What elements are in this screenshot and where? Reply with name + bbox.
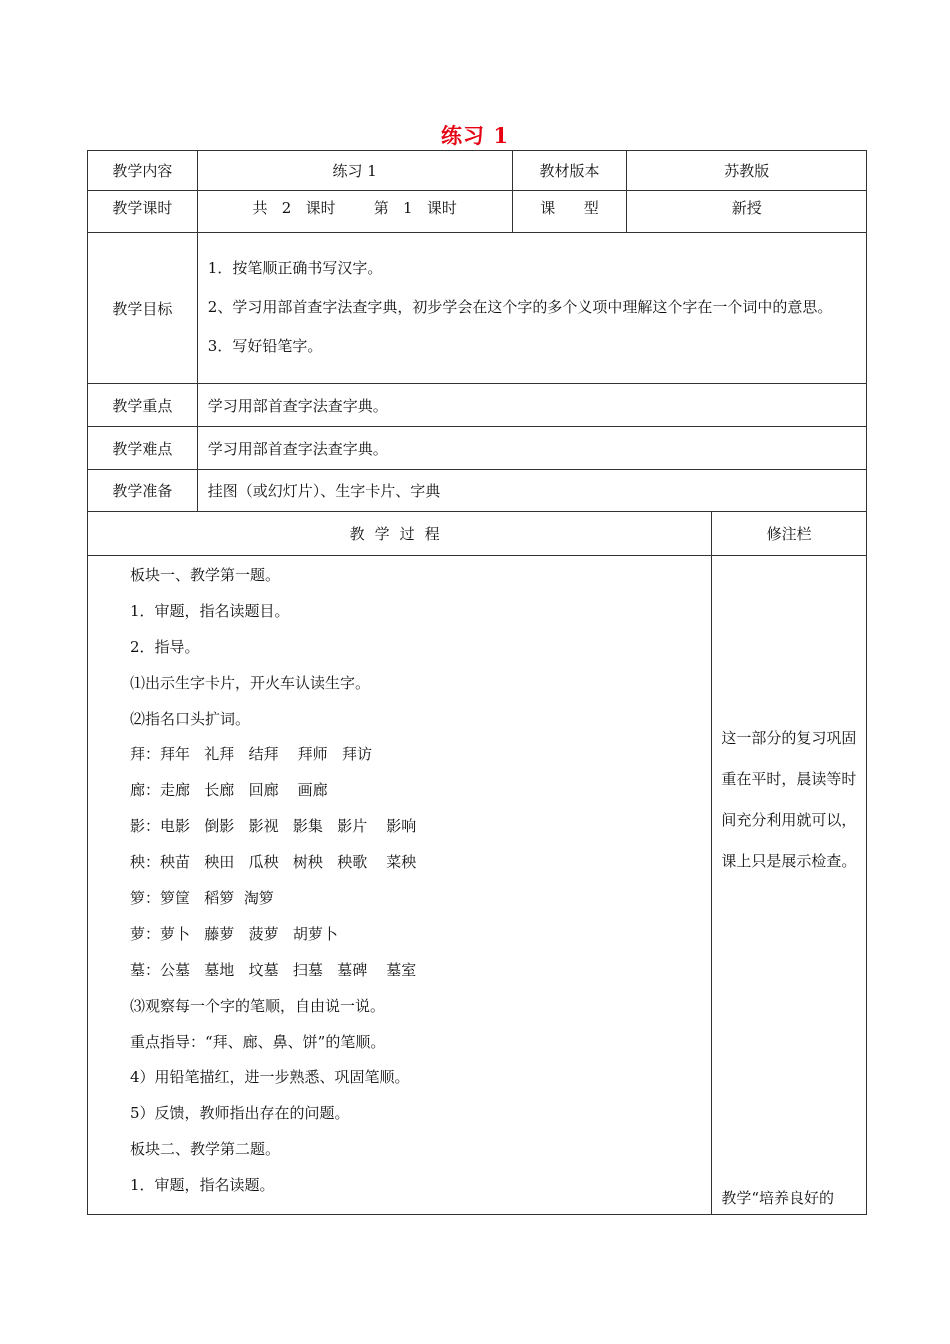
process-line: 秧：秧苗 秧田 瓜秧 树秧 秧歌 菜秧 — [130, 853, 417, 872]
note-review: 这一部分的复习巩固重在平时，晨读等时间充分利用就可以，课上只是展示检查。 — [721, 729, 857, 870]
info-row-objectives — [88, 233, 867, 384]
info-table — [87, 150, 867, 512]
process-line: 墓：公墓 墓地 坟墓 扫墓 墓碑 墓室 — [130, 960, 417, 979]
process-line: 5）反馈，教师指出存在的问题。 — [130, 1104, 350, 1123]
process-line: 1．审题，指名读题目。 — [130, 601, 290, 620]
label-prep: 教学准备 — [88, 470, 198, 512]
prep-value: 挂图（或幻灯片）、生字卡片、字典 — [197, 470, 866, 512]
info-row-content — [88, 151, 867, 191]
notes-cell — [712, 556, 867, 1215]
type-value: 新授 — [627, 191, 867, 233]
objective-item: 3．写好铅笔字。 — [207, 337, 323, 355]
note-habits: 教学“培养良好的 — [721, 1189, 834, 1207]
objective-item: 2、学习用部首查字法查字典，初步学会在这个字的多个义项中理解这个字在一个词中的意思。 — [207, 298, 833, 316]
process-line: 箩：箩筐 稻箩 淘箩 — [130, 889, 274, 908]
page-title: 练习 1 — [441, 123, 509, 148]
process-table — [87, 511, 867, 1215]
process-body-row — [88, 556, 867, 1215]
key-value: 学习用部首查字法查字典。 — [197, 384, 866, 427]
process-line: ⑴出示生字卡片，开火车认读生字。 — [130, 673, 371, 692]
difficulty-value: 学习用部首查字法查字典。 — [197, 427, 866, 470]
process-line: 2．指导。 — [130, 637, 200, 656]
label-objectives: 教学目标 — [88, 233, 198, 384]
edition-value: 苏教版 — [627, 151, 867, 191]
info-row-key — [88, 384, 867, 427]
process-line: 4）用铅笔描红，进一步熟悉、巩固笔顺。 — [130, 1068, 410, 1087]
info-row-prep — [88, 470, 867, 512]
info-row-difficulty — [88, 427, 867, 470]
process-line: 拜：拜年 礼拜 结拜 拜师 拜访 — [130, 745, 372, 764]
process-line: 板块二、教学第二题。 — [130, 1140, 281, 1159]
process-body — [88, 556, 712, 1215]
label-key: 教学重点 — [88, 384, 198, 427]
objective-item: 1．按笔顺正确书写汉字。 — [207, 259, 383, 277]
process-header: 教学过程 — [88, 512, 712, 556]
process-header-row — [88, 512, 867, 556]
content-value: 练习 1 — [197, 151, 512, 191]
info-row-hours — [88, 191, 867, 233]
notes-header: 修注栏 — [712, 512, 867, 556]
process-line: 萝：萝卜 藤萝 菠萝 胡萝卜 — [130, 924, 338, 943]
label-difficulty: 教学难点 — [88, 427, 198, 470]
objectives-cell — [197, 233, 866, 384]
process-line: 板块一、教学第一题。 — [130, 566, 281, 584]
process-line: 1．审题，指名读题。 — [130, 1176, 275, 1195]
label-type: 课 型 — [512, 191, 627, 233]
label-content: 教学内容 — [88, 151, 198, 191]
process-line: 影：电影 倒影 影视 影集 影片 影响 — [130, 817, 417, 836]
process-line: 廊：走廊 长廊 回廊 画廊 — [130, 781, 328, 800]
label-edition: 教材版本 — [512, 151, 627, 191]
hours-value: 共 2 课时 第 1 课时 — [197, 191, 512, 233]
label-hours: 教学课时 — [88, 191, 198, 233]
process-line: ⑵指名口头扩词。 — [130, 709, 251, 728]
process-line: 重点指导：“拜、廊、鼻、饼”的笔顺。 — [130, 1032, 386, 1051]
process-line: ⑶观察每一个字的笔顺，自由说一说。 — [130, 996, 386, 1015]
